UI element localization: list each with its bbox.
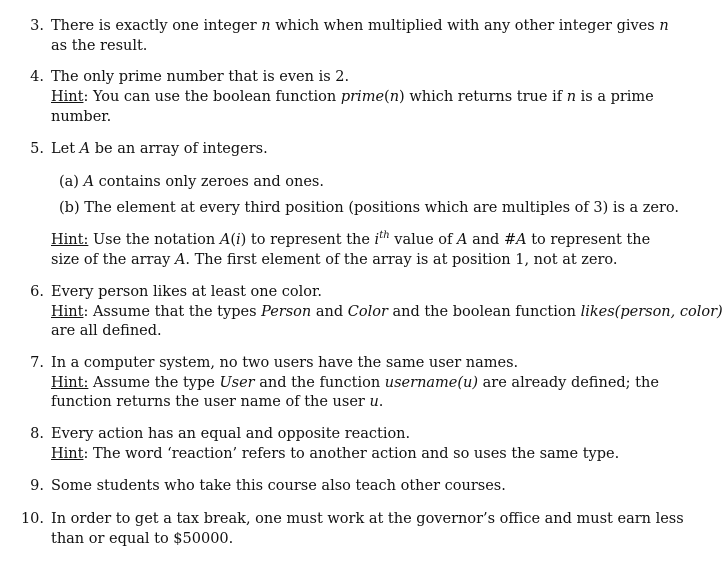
hint-text: Hint: You can use the boolean function prime(n) which returns true if n is a prime [51,89,654,105]
hint-text: Hint: Use the notation A(i) to represent the $i^{th}$ value of A and #A to represent the [51,230,651,248]
item-number: 7. [30,355,44,371]
hint-text-line2: are all defined. [51,323,162,339]
hint-text: Hint: The word ‘reaction’ refers to another action and so uses the same type. [51,445,620,462]
item-text: In a computer system, no two users have the same user names. [51,355,519,371]
hint-label: Hint [51,303,84,320]
item-text: There is exactly one integer n which when multiplied with any other integer gives n [51,18,669,34]
item-number: 4. [30,69,44,85]
item-text-line2: as the result. [51,37,148,54]
item-number: 3. [30,18,44,34]
hint-label: Hint [51,445,84,462]
hint-text-line2: number. [51,108,112,125]
subitem-a: (a) A contains only zeroes and ones. [59,174,324,190]
item-text: In order to get a tax break, one must work at the governor’s office and must earn less [51,511,684,527]
hint-text: Hint: Assume that the types Person and Color and the boolean function likes(person, color) [51,303,723,320]
hint-text-line2: function returns the user name of the user u. [51,394,384,410]
hint-label: Hint: [51,232,89,248]
item-number: 9. [30,478,44,494]
item-text: Let A be an array of integers. [51,141,268,157]
item-text: The only prime number that is even is 2. [51,69,350,85]
subitem-b: (b) The element at every third position (positions which are multiples of 3) is a zero. [59,200,680,216]
item-number: 6. [30,284,44,300]
item-text-line2: than or equal to $50000. [51,530,234,547]
item-number: 5. [30,141,44,157]
hint-label: Hint [51,89,84,105]
hint-text-line2: size of the array A. The first element of the array is at position 1, not at zero. [51,252,618,268]
item-text: Some students who take this course also teach other courses. [51,478,506,494]
item-text: Every person likes at least one color. [51,284,322,300]
item-number: 8. [30,426,44,442]
hint-label: Hint: [51,374,89,391]
item-number: 10. [20,511,44,527]
item-text: Every action has an equal and opposite reaction. [51,426,411,442]
hint-text: Hint: Assume the type User and the function username(u) are already defined; the [51,374,659,391]
